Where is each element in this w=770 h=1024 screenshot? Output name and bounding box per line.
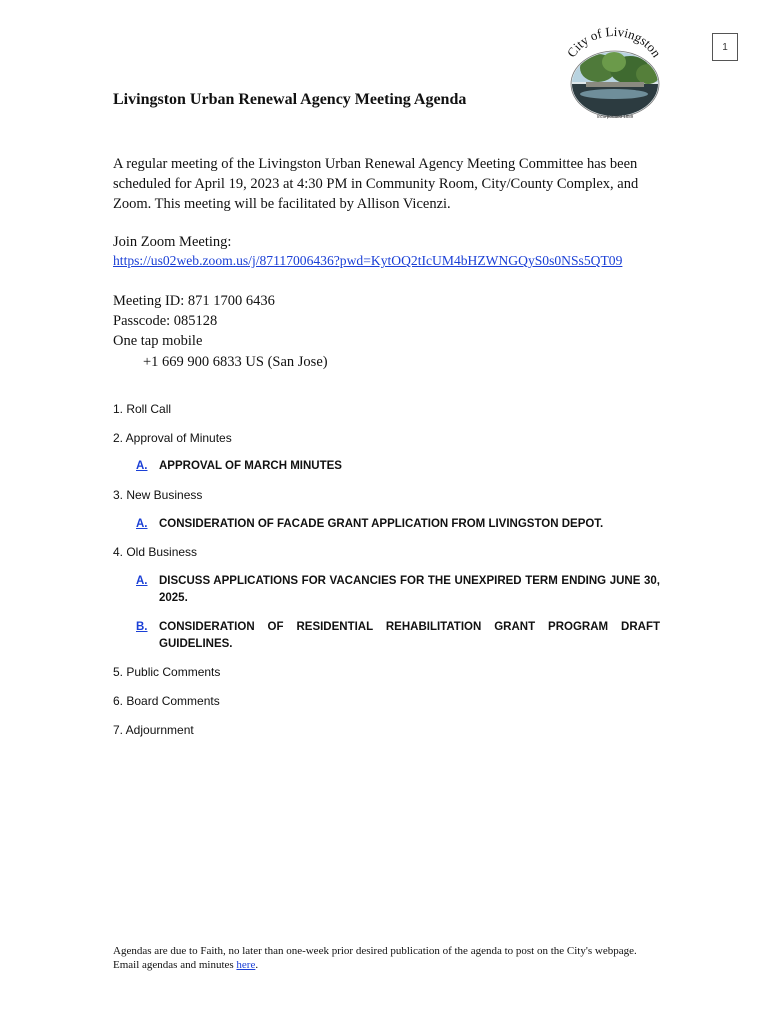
- zoom-meeting-link[interactable]: https://us02web.zoom.us/j/87117006436?pwd=KytOQ2tIcUM4bHZWNGQyS0s0NSs5QT09: [113, 253, 623, 268]
- one-tap-label: One tap mobile: [113, 333, 203, 349]
- footer-line-2: [113, 958, 673, 972]
- meeting-id: Meeting ID: 871 1700 6436: [113, 293, 275, 309]
- agenda-item-board-comments: 6. Board Comments: [113, 694, 220, 708]
- intro-paragraph: A regular meeting of the Livingston Urban Renewal Agency Meeting Committee has been scheduled for April 19, 2023 at 4:30 PM in Community Room, City/County Complex, and Zoom. This meeting will be facilitated by Allison Vicenzi.: [113, 156, 639, 212]
- footer-line-2-suffix: .: [255, 959, 259, 971]
- footer-line-1: Agendas are due to Faith, no later than one-week prior desired publication of the agenda to post on the City's webpage.: [113, 945, 637, 957]
- subitem-facade-grant: [136, 516, 660, 533]
- subitem-residential-rehab: [136, 619, 660, 653]
- subitem-link[interactable]: B.: [136, 621, 148, 633]
- subitem-link[interactable]: A.: [136, 575, 148, 587]
- subitem-text: APPROVAL OF MARCH MINUTES: [159, 460, 342, 472]
- page-number: 1: [722, 41, 728, 53]
- agenda-item-new-business: 3. New Business: [113, 488, 203, 502]
- subitem-text: DISCUSS APPLICATIONS FOR VACANCIES FOR THE UNEXPIRED TERM ENDING JUNE 30, 2025.: [159, 575, 660, 604]
- footer-email-link[interactable]: here: [236, 959, 256, 971]
- page-number-box: [712, 33, 738, 61]
- subitem-link[interactable]: A.: [136, 460, 148, 472]
- phone-number: +1 669 900 6833 US (San Jose): [143, 354, 328, 370]
- city-seal-logo: [558, 26, 670, 122]
- footer-note: [113, 944, 673, 972]
- logo-arc-text: City of Livingston: [563, 26, 665, 60]
- footer-line-2-prefix: Email agendas and minutes: [113, 959, 237, 971]
- agenda-item-approval-minutes: 2. Approval of Minutes: [113, 431, 232, 445]
- zoom-label: Join Zoom Meeting:: [113, 234, 232, 250]
- document-title: Livingston Urban Renewal Agency Meeting Agenda: [113, 91, 467, 108]
- subitem-text: CONSIDERATION OF FACADE GRANT APPLICATION FROM LIVINGSTON DEPOT.: [159, 518, 604, 530]
- subitem-approval-march-minutes: [136, 458, 660, 475]
- agenda-item-old-business: 4. Old Business: [113, 545, 198, 559]
- logo-bottom-text: Incorporated 1889: [596, 114, 634, 119]
- agenda-item-adjournment: 7. Adjournment: [113, 723, 194, 737]
- subitem-vacancies: [136, 573, 660, 607]
- subitem-link[interactable]: A.: [136, 518, 148, 530]
- passcode: Passcode: 085128: [113, 313, 218, 329]
- agenda-item-public-comments: 5. Public Comments: [113, 665, 221, 679]
- agenda-item-roll-call: 1. Roll Call: [113, 402, 172, 416]
- subitem-text: CONSIDERATION OF RESIDENTIAL REHABILITATION GRANT PROGRAM DRAFT GUIDELINES.: [159, 621, 660, 650]
